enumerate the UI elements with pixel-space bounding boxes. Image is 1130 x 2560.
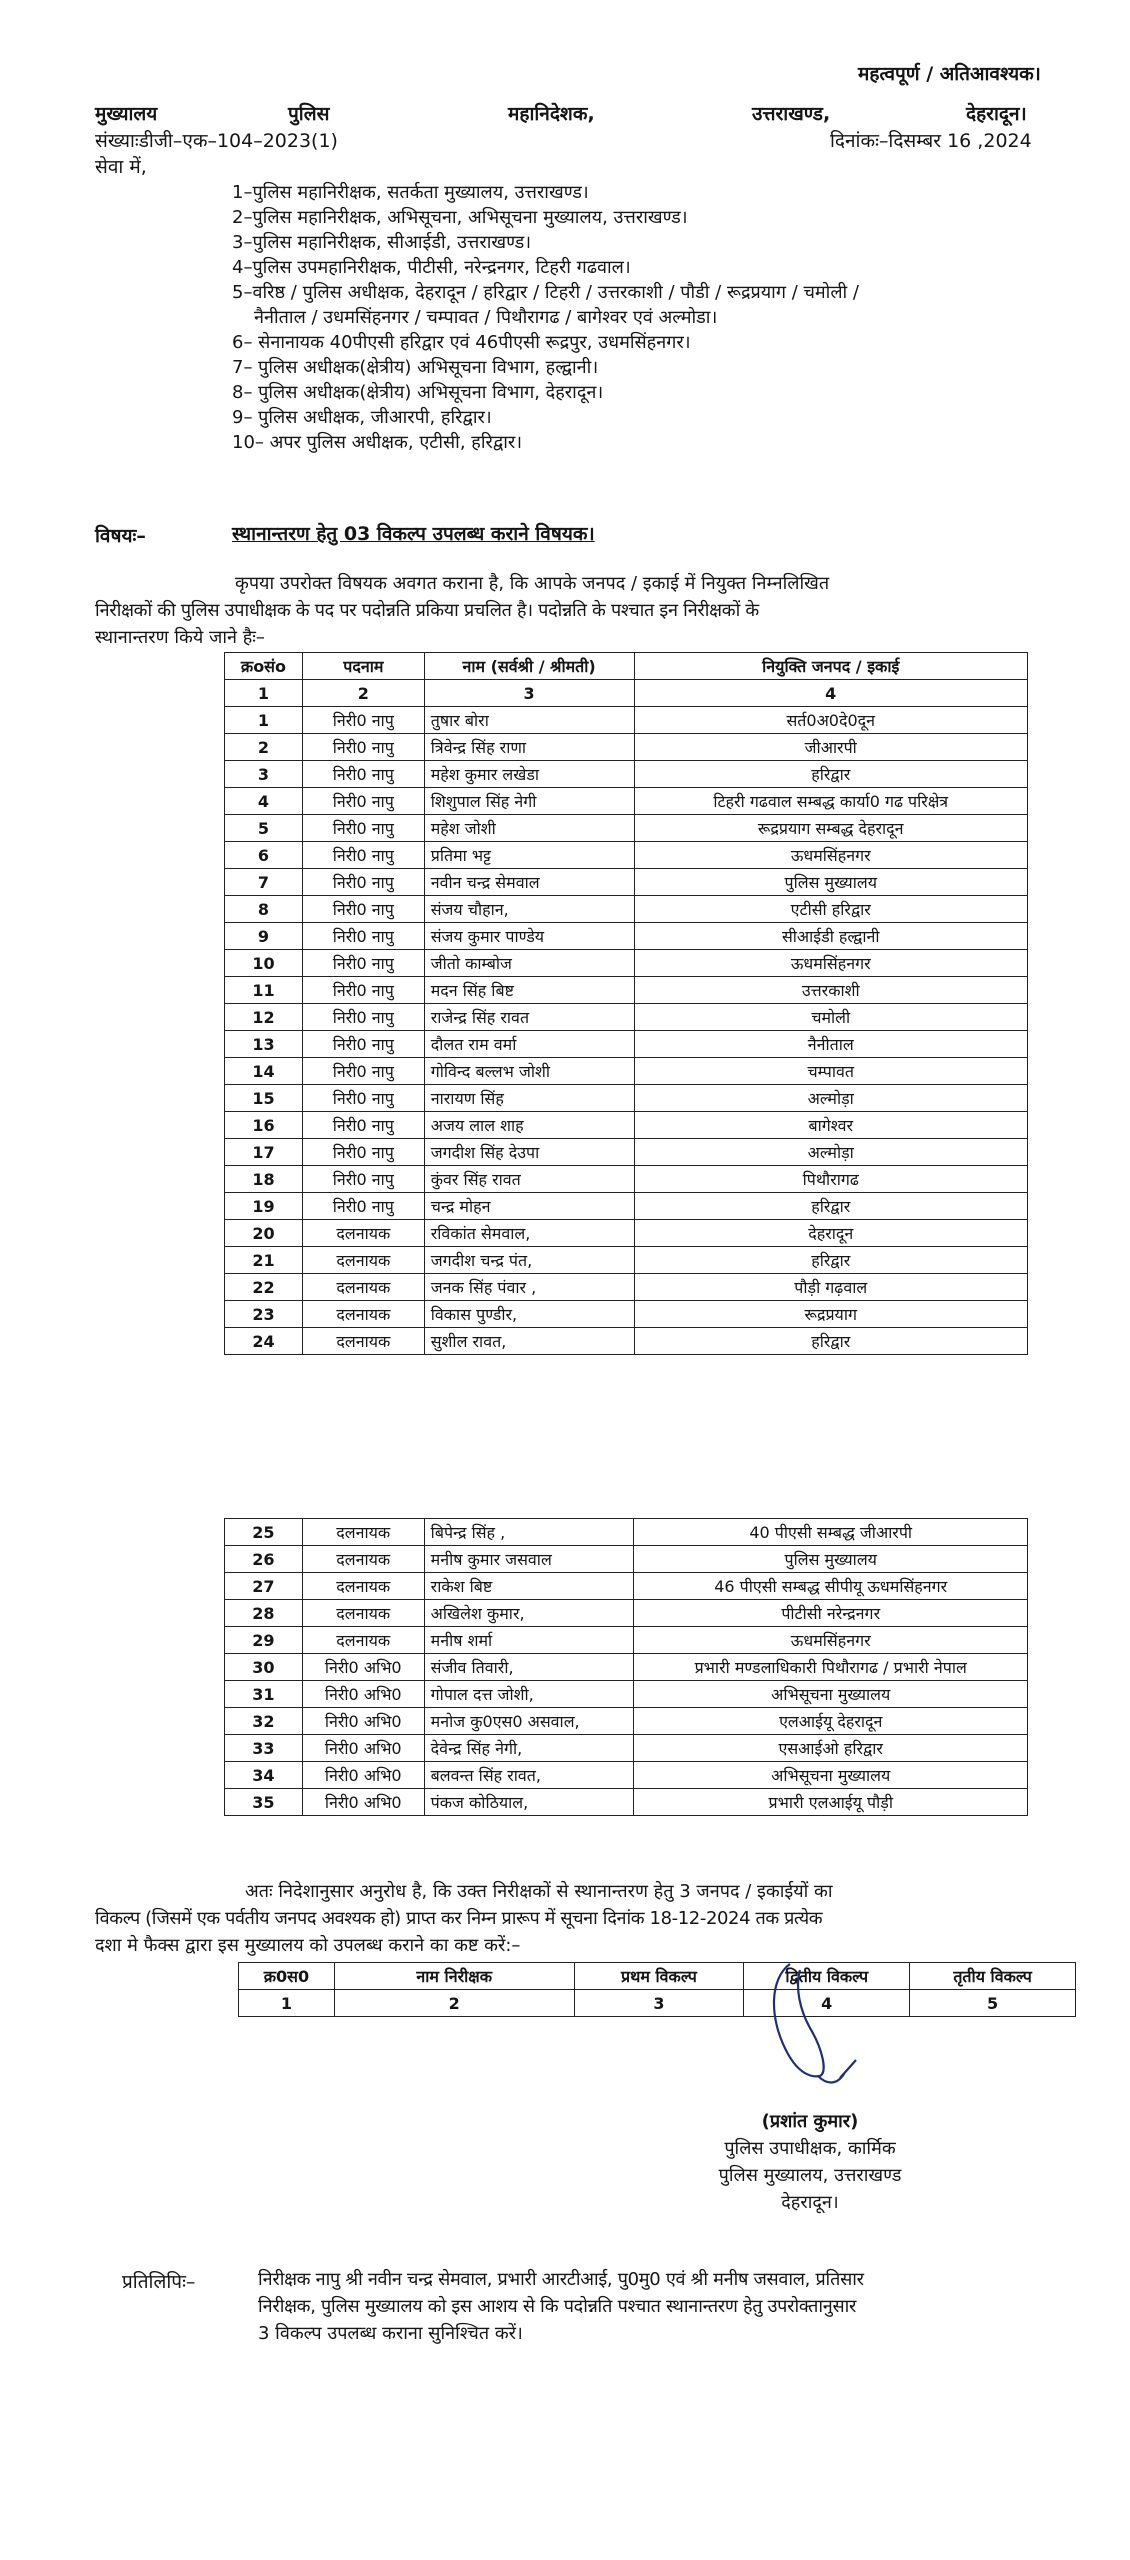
column-number: 3	[424, 680, 634, 707]
table-row	[225, 1627, 1028, 1654]
designation-cell: निरी0 नापु	[302, 842, 424, 869]
name-cell: रविकांत सेमवाल,	[424, 1220, 634, 1247]
designation-cell: दलनायक	[302, 1274, 424, 1301]
posting-cell: पुलिस मुख्यालय	[634, 869, 1028, 896]
option-number: 4	[744, 1990, 910, 2017]
header-name: नाम (सर्वश्री / श्रीमती)	[424, 653, 634, 680]
posting-cell: पौड़ी गढ़वाल	[634, 1274, 1028, 1301]
name-cell: नारायण सिंह	[424, 1085, 634, 1112]
office-word-5: देहरादून।	[966, 103, 1027, 125]
serial-cell: 35	[225, 1789, 303, 1816]
column-number: 1	[225, 680, 303, 707]
serial-cell: 25	[225, 1519, 303, 1546]
request-line: विकल्प (जिसमें एक पर्वतीय जनपद अवश्यक हो) प्राप्त कर निम्न प्रारूप में सूचना दिनांक 18-12-2024 तक प्रत्येक	[95, 1908, 823, 1929]
option-number: 3	[574, 1990, 744, 2017]
posting-cell: ऊधमसिंहनगर	[634, 1627, 1028, 1654]
serial-cell: 5	[225, 815, 303, 842]
option-header: प्रथम विकल्प	[574, 1963, 744, 1990]
serial-cell: 14	[225, 1058, 303, 1085]
serial-cell: 4	[225, 788, 303, 815]
serial-cell: 28	[225, 1600, 303, 1627]
posting-cell: पुलिस मुख्यालय	[634, 1546, 1028, 1573]
posting-cell: बागेश्वर	[634, 1112, 1028, 1139]
designation-cell: निरी0 नापु	[302, 1139, 424, 1166]
serial-cell: 12	[225, 1004, 303, 1031]
option-number: 1	[239, 1990, 335, 2017]
table-row	[225, 1789, 1028, 1816]
designation-cell: दलनायक	[302, 1328, 424, 1355]
office-word-2: पुलिस	[288, 103, 330, 125]
name-cell: अजय लाल शाह	[424, 1112, 634, 1139]
option-number: 2	[334, 1990, 574, 2017]
table-row	[225, 1031, 1028, 1058]
addressee-item: 9– पुलिस अधीक्षक, जीआरपी, हरिद्वार।	[232, 407, 492, 428]
posting-cell: हरिद्वार	[634, 1247, 1028, 1274]
name-cell: देवेन्द्र सिंह नेगी,	[424, 1735, 634, 1762]
name-cell: गोपाल दत्त जोशी,	[424, 1681, 634, 1708]
signatory-city: देहरादून।	[781, 2192, 839, 2213]
table-row	[225, 869, 1028, 896]
designation-cell: निरी0 अभि0	[302, 1789, 424, 1816]
name-cell: बलवन्त सिंह रावत,	[424, 1762, 634, 1789]
table-row	[225, 1301, 1028, 1328]
name-cell: राकेश बिष्ट	[424, 1573, 634, 1600]
name-cell: नवीन चन्द्र सेमवाल	[424, 869, 634, 896]
option-table	[238, 1962, 1076, 2017]
name-cell: जनक सिंह पंवार ,	[424, 1274, 634, 1301]
posting-cell: उत्तरकाशी	[634, 977, 1028, 1004]
designation-cell: दलनायक	[302, 1546, 424, 1573]
request-line: दशा मे फैक्स द्वारा इस मुख्यालय को उपलब्ध कराने का कष्ट करें:–	[95, 1935, 521, 1956]
table-row	[225, 1573, 1028, 1600]
table-row	[225, 1708, 1028, 1735]
office-word-3: महानिदेशक,	[508, 103, 595, 125]
posting-cell: सर्त0अ0दे0दून	[634, 707, 1028, 734]
table-header-row	[225, 653, 1028, 680]
table-row	[225, 1058, 1028, 1085]
serial-cell: 29	[225, 1627, 303, 1654]
name-cell: मदन सिंह बिष्ट	[424, 977, 634, 1004]
serial-cell: 10	[225, 950, 303, 977]
table-row	[225, 1654, 1028, 1681]
posting-cell: एसआईओ हरिद्वार	[634, 1735, 1028, 1762]
name-cell: अखिलेश कुमार,	[424, 1600, 634, 1627]
name-cell: जीतो काम्बोज	[424, 950, 634, 977]
designation-cell: निरी0 नापु	[302, 923, 424, 950]
table-column-number-row	[225, 680, 1028, 707]
designation-cell: दलनायक	[302, 1247, 424, 1274]
table-row	[225, 1247, 1028, 1274]
designation-cell: दलनायक	[302, 1573, 424, 1600]
table-row	[225, 977, 1028, 1004]
name-cell: जगदीश सिंह देउपा	[424, 1139, 634, 1166]
name-cell: त्रिवेन्द्र सिंह राणा	[424, 734, 634, 761]
table-row	[225, 1085, 1028, 1112]
posting-cell: सीआईडी हल्द्वानी	[634, 923, 1028, 950]
serial-cell: 34	[225, 1762, 303, 1789]
signatory-designation: पुलिस उपाधीक्षक, कार्मिक	[724, 2138, 896, 2159]
name-cell: संजय कुमार पाण्डेय	[424, 923, 634, 950]
addressee-item: 10– अपर पुलिस अधीक्षक, एटीसी, हरिद्वार।	[232, 432, 523, 453]
posting-cell: एटीसी हरिद्वार	[634, 896, 1028, 923]
table-row	[225, 761, 1028, 788]
intro-line: निरीक्षकों की पुलिस उपाधीक्षक के पद पर पदोन्नति प्रकिया प्रचलित है। पदोन्नति के पश्चात इन निरीक्षकों के	[95, 600, 759, 621]
name-cell: संजय चौहान,	[424, 896, 634, 923]
name-cell: राजेन्द्र सिंह रावत	[424, 1004, 634, 1031]
column-number: 2	[302, 680, 424, 707]
addressee-item: 7– पुलिस अधीक्षक(क्षेत्रीय) अभिसूचना विभाग, हल्द्वानी।	[232, 357, 599, 378]
table-row	[225, 1519, 1028, 1546]
posting-cell: हरिद्वार	[634, 1328, 1028, 1355]
table-row	[225, 788, 1028, 815]
handwritten-signature	[740, 1958, 900, 2108]
addressee-item: 3–पुलिस महानिरीक्षक, सीआईडी, उत्तराखण्ड।	[232, 232, 532, 253]
addressee-item: 1–पुलिस महानिरीक्षक, सतर्कता मुख्यालय, उत्तराखण्ड।	[232, 182, 589, 203]
designation-cell: निरी0 नापु	[302, 788, 424, 815]
posting-cell: पीटीसी नरेन्द्रनगर	[634, 1600, 1028, 1627]
addressee-item: 5–वरिष्ठ / पुलिस अधीक्षक, देहरादून / हरिद्वार / टिहरी / उत्तरकाशी / पौडी / रूद्रप्रयाग / चमोली /	[232, 282, 859, 303]
name-cell: मनोज कु0एस0 असवाल,	[424, 1708, 634, 1735]
inspector-table-part2	[224, 1518, 1028, 1816]
name-cell: महेश कुमार लखेडा	[424, 761, 634, 788]
header-posting: नियुक्ति जनपद / इकाई	[634, 653, 1028, 680]
designation-cell: निरी0 नापु	[302, 1193, 424, 1220]
serial-cell: 33	[225, 1735, 303, 1762]
designation-cell: निरी0 नापु	[302, 734, 424, 761]
table-row	[225, 1004, 1028, 1031]
designation-cell: दलनायक	[302, 1600, 424, 1627]
copy-label: प्रतिलिपिः–	[122, 2271, 196, 2293]
intro-line: कृपया उपरोक्त विषयक अवगत कराना है, कि आपके जनपद / इकाई में नियुक्त निम्नलिखित	[235, 573, 830, 594]
table-row	[225, 1112, 1028, 1139]
signatory-name: (प्रशांत कुमार)	[761, 2111, 859, 2132]
posting-cell: 46 पीएसी सम्बद्ध सीपीयू ऊधमसिंहनगर	[634, 1573, 1028, 1600]
addressee-item: 6– सेनानायक 40पीएसी हरिद्वार एवं 46पीएसी रूद्रपुर, उधमसिंहनगर।	[232, 332, 691, 353]
serial-cell: 30	[225, 1654, 303, 1681]
addressee-list	[232, 180, 1092, 455]
table-row	[225, 734, 1028, 761]
name-cell: कुंवर सिंह रावत	[424, 1166, 634, 1193]
posting-cell: प्रभारी मण्डलाधिकारी पिथौरागढ / प्रभारी नेपाल	[634, 1654, 1028, 1681]
letter-date: दिनांकः–दिसम्बर 16 ,2024	[830, 130, 1032, 152]
designation-cell: निरी0 नापु	[302, 977, 424, 1004]
serial-cell: 16	[225, 1112, 303, 1139]
table-row	[225, 1193, 1028, 1220]
reference-number: संख्याःडीजी–एक–104–2023(1)	[95, 130, 338, 152]
designation-cell: दलनायक	[302, 1220, 424, 1247]
table-row	[225, 1600, 1028, 1627]
designation-cell: निरी0 नापु	[302, 896, 424, 923]
column-number: 4	[634, 680, 1028, 707]
table-row	[225, 1139, 1028, 1166]
posting-cell: रूद्रप्रयाग सम्बद्ध देहरादून	[634, 815, 1028, 842]
option-number-row	[239, 1990, 1076, 2017]
subject-text: स्थानान्तरण हेतु 03 विकल्प उपलब्ध कराने विषयक।	[232, 523, 595, 545]
table-row	[225, 1220, 1028, 1247]
serial-cell: 6	[225, 842, 303, 869]
copy-line: 3 विकल्प उपलब्ध कराना सुनिश्चित करें।	[258, 2323, 523, 2344]
table-row	[225, 1762, 1028, 1789]
serial-cell: 21	[225, 1247, 303, 1274]
name-cell: मनीष शर्मा	[424, 1627, 634, 1654]
designation-cell: निरी0 नापु	[302, 1031, 424, 1058]
intro-paragraph	[95, 570, 1095, 651]
posting-cell: नैनीताल	[634, 1031, 1028, 1058]
name-cell: प्रतिमा भट्ट	[424, 842, 634, 869]
copy-text	[258, 2266, 1098, 2347]
table-row	[225, 896, 1028, 923]
header-serial: क्रoसंo	[225, 653, 303, 680]
posting-cell: टिहरी गढवाल सम्बद्ध कार्या0 गढ परिक्षेत्र	[634, 788, 1028, 815]
table-row	[225, 1681, 1028, 1708]
serial-cell: 27	[225, 1573, 303, 1600]
designation-cell: दलनायक	[302, 1301, 424, 1328]
posting-cell: ऊधमसिंहनगर	[634, 950, 1028, 977]
posting-cell: जीआरपी	[634, 734, 1028, 761]
designation-cell: निरी0 नापु	[302, 1166, 424, 1193]
serial-cell: 18	[225, 1166, 303, 1193]
option-header: क्र0स0	[239, 1963, 335, 1990]
serial-cell: 24	[225, 1328, 303, 1355]
addressee-item: 8– पुलिस अधीक्षक(क्षेत्रीय) अभिसूचना विभाग, देहरादून।	[232, 382, 604, 403]
priority-label: महत्वपूर्ण / अतिआवश्यक।	[858, 63, 1041, 85]
name-cell: दौलत राम वर्मा	[424, 1031, 634, 1058]
header-designation: पदनाम	[302, 653, 424, 680]
office-word-1: मुख्यालय	[95, 103, 158, 125]
designation-cell: निरी0 नापु	[302, 707, 424, 734]
designation-cell: निरी0 नापु	[302, 815, 424, 842]
table-row	[225, 707, 1028, 734]
designation-cell: निरी0 नापु	[302, 1058, 424, 1085]
serial-cell: 26	[225, 1546, 303, 1573]
posting-cell: अल्मोड़ा	[634, 1085, 1028, 1112]
serial-cell: 17	[225, 1139, 303, 1166]
designation-cell: निरी0 अभि0	[302, 1762, 424, 1789]
subject-label: विषयः–	[95, 525, 146, 547]
posting-cell: हरिद्वार	[634, 1193, 1028, 1220]
posting-cell: अभिसूचना मुख्यालय	[634, 1681, 1028, 1708]
posting-cell: अभिसूचना मुख्यालय	[634, 1762, 1028, 1789]
serial-cell: 11	[225, 977, 303, 1004]
table-row	[225, 815, 1028, 842]
table-row	[225, 950, 1028, 977]
name-cell: महेश जोशी	[424, 815, 634, 842]
name-cell: बिपेन्द्र सिंह ,	[424, 1519, 634, 1546]
table-row	[225, 923, 1028, 950]
posting-cell: ऊधमसिंहनगर	[634, 842, 1028, 869]
name-cell: गोविन्द बल्लभ जोशी	[424, 1058, 634, 1085]
table-row	[225, 1328, 1028, 1355]
name-cell: पंकज कोठियाल,	[424, 1789, 634, 1816]
table-row	[225, 842, 1028, 869]
option-header: तृतीय विकल्प	[910, 1963, 1076, 1990]
copy-line: निरीक्षक, पुलिस मुख्यालय को इस आशय से कि पदोन्नति पश्चात स्थानान्तरण हेतु उपरोक्तानुसार	[258, 2296, 857, 2317]
name-cell: मनीष कुमार जसवाल	[424, 1546, 634, 1573]
designation-cell: निरी0 अभि0	[302, 1681, 424, 1708]
designation-cell: निरी0 नापु	[302, 761, 424, 788]
posting-cell: एलआईयू देहरादून	[634, 1708, 1028, 1735]
designation-cell: निरी0 अभि0	[302, 1708, 424, 1735]
posting-cell: हरिद्वार	[634, 761, 1028, 788]
serial-cell: 22	[225, 1274, 303, 1301]
designation-cell: निरी0 नापु	[302, 1085, 424, 1112]
designation-cell: निरी0 नापु	[302, 1112, 424, 1139]
signatory-office: पुलिस मुख्यालय, उत्तराखण्ड	[718, 2165, 902, 2186]
signature-block	[660, 2108, 960, 2216]
serial-cell: 8	[225, 896, 303, 923]
serial-cell: 20	[225, 1220, 303, 1247]
designation-cell: दलनायक	[302, 1519, 424, 1546]
salutation: सेवा में,	[95, 156, 147, 178]
serial-cell: 13	[225, 1031, 303, 1058]
posting-cell: देहरादून	[634, 1220, 1028, 1247]
option-header: नाम निरीक्षक	[334, 1963, 574, 1990]
serial-cell: 9	[225, 923, 303, 950]
designation-cell: निरी0 नापु	[302, 869, 424, 896]
serial-cell: 3	[225, 761, 303, 788]
table-row	[225, 1274, 1028, 1301]
name-cell: तुषार बोरा	[424, 707, 634, 734]
name-cell: विकास पुण्डीर,	[424, 1301, 634, 1328]
posting-cell: अल्मोड़ा	[634, 1139, 1028, 1166]
addressee-item: 4–पुलिस उपमहानिरीक्षक, पीटीसी, नरेन्द्रनगर, टिहरी गढवाल।	[232, 257, 631, 278]
intro-line: स्थानान्तरण किये जाने हैः–	[95, 627, 265, 648]
request-paragraph	[95, 1878, 1095, 1959]
designation-cell: दलनायक	[302, 1627, 424, 1654]
serial-cell: 32	[225, 1708, 303, 1735]
serial-cell: 31	[225, 1681, 303, 1708]
designation-cell: निरी0 अभि0	[302, 1654, 424, 1681]
posting-cell: पिथौरागढ	[634, 1166, 1028, 1193]
name-cell: सुशील रावत,	[424, 1328, 634, 1355]
posting-cell: रूद्रप्रयाग	[634, 1301, 1028, 1328]
inspector-table-part1	[224, 652, 1028, 1355]
serial-cell: 2	[225, 734, 303, 761]
designation-cell: निरी0 नापु	[302, 1004, 424, 1031]
name-cell: चन्द्र मोहन	[424, 1193, 634, 1220]
posting-cell: प्रभारी एलआईयू पौड़ी	[634, 1789, 1028, 1816]
option-number: 5	[910, 1990, 1076, 2017]
name-cell: जगदीश चन्द्र पंत,	[424, 1247, 634, 1274]
option-header-row	[239, 1963, 1076, 1990]
table-row	[225, 1166, 1028, 1193]
table-row	[225, 1546, 1028, 1573]
posting-cell: चमोली	[634, 1004, 1028, 1031]
serial-cell: 23	[225, 1301, 303, 1328]
copy-line: निरीक्षक नापु श्री नवीन चन्द्र सेमवाल, प्रभारी आरटीआई, पु0मु0 एवं श्री मनीष जसवाल, प्रतिसार	[258, 2269, 864, 2290]
addressee-item: नैनीताल / उधमसिंहनगर / चम्पावत / पिथौरागढ / बागेश्वर एवं अल्मोडा।	[254, 307, 718, 328]
option-header: द्वितीय विकल्प	[744, 1963, 910, 1990]
name-cell: शिशुपाल सिंह नेगी	[424, 788, 634, 815]
posting-cell: 40 पीएसी सम्बद्ध जीआरपी	[634, 1519, 1028, 1546]
designation-cell: निरी0 नापु	[302, 950, 424, 977]
serial-cell: 15	[225, 1085, 303, 1112]
addressee-item: 2–पुलिस महानिरीक्षक, अभिसूचना, अभिसूचना मुख्यालय, उत्तराखण्ड।	[232, 207, 688, 228]
request-line: अतः निदेशानुसार अनुरोध है, कि उक्त निरीक्षकों से स्थानान्तरण हेतु 3 जनपद / इकाईयों का	[245, 1881, 833, 1902]
serial-cell: 7	[225, 869, 303, 896]
serial-cell: 19	[225, 1193, 303, 1220]
name-cell: संजीव तिवारी,	[424, 1654, 634, 1681]
designation-cell: निरी0 अभि0	[302, 1735, 424, 1762]
office-word-4: उत्तराखण्ड,	[752, 103, 831, 125]
table-row	[225, 1735, 1028, 1762]
serial-cell: 1	[225, 707, 303, 734]
posting-cell: चम्पावत	[634, 1058, 1028, 1085]
